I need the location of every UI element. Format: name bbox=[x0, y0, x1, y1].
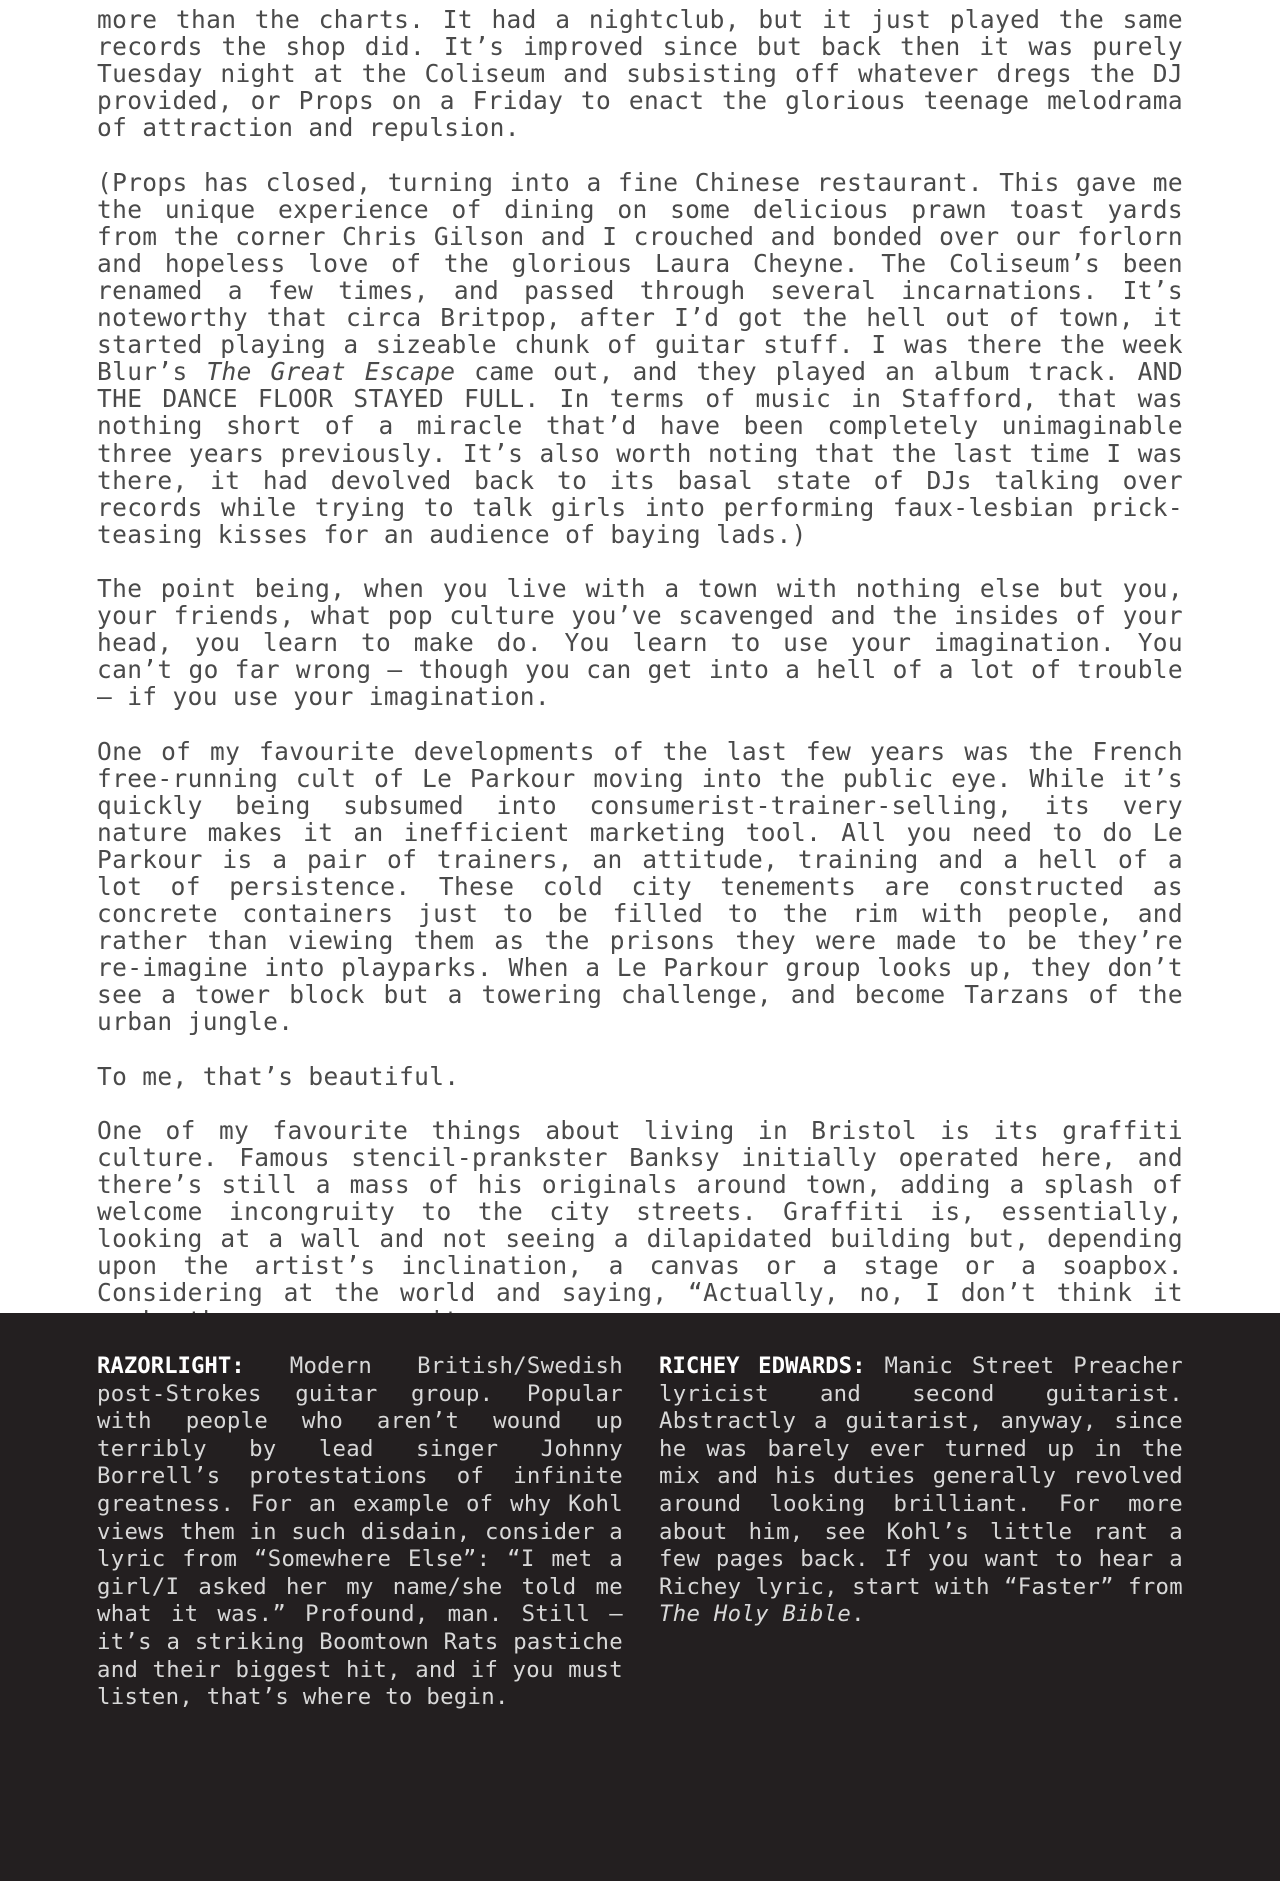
paragraph-imagination: The point being, when you live with a town with nothing else but you, your friends, what pop culture you’ve scavenged and the insides of your head, you learn to make do. You learn to use your imagination. You can’t go far wrong – though you can get into a hell of a lot of trouble – if you use your imagination. bbox=[97, 573, 1183, 712]
album-title-great-escape: The Great Escape bbox=[206, 357, 456, 387]
glossary-definition-end: . bbox=[851, 1601, 865, 1628]
glossary-entry-richey-edwards bbox=[659, 1353, 1183, 1629]
paragraph-nightclub: more than the charts. It had a nightclub, but it just played the same records the shop did. It’s improved since but back then it was purely Tuesday night at the Coliseum and subsisting off whatever dregs the DJ provided, or Props on a Friday to enact the glorious teenage melodrama of attraction and repulsion. bbox=[97, 5, 1183, 143]
album-title-holy-bible: The Holy Bible bbox=[659, 1601, 852, 1628]
glossary-definition-razorlight: Modern British/Swedish post-Strokes guitar group. Popular with people who aren’t wound up terribly by lead singer Johnny Borrell’s protestations of infinite greatness. For an example of why Kohl views them in such disdain, consider a lyric from “Somewhere Else”: “I met a girl/I asked her my name/she told me what it was.” Profound, man. Still – it’s a striking Boomtown Rats pastiche and their biggest hit, and if you must listen, that’s where to begin. bbox=[97, 1353, 623, 1711]
paragraph-le-parkour: One of my favourite developments of the last few years was the French free-running cult of Le Parkour moving into the public eye. While it’s quickly being subsumed into consumerist-trainer-selling, its very nature makes it an inefficient marketing tool. All you need to do Le Parkour is a pair of trainers, an attitude, training and a hell of a lot of persistence. These cold city tenements are constructed as concrete containers just to be filled to the rim with people, and rather than viewing them as the prisons they were made to be they’re re-imagine into playparks. When a Le Parkour group looks up, they don’t see a tower block but a towering challenge, and become Tarzans of the urban jungle. bbox=[97, 736, 1183, 1037]
glossary-definition-richey-edwards: Manic Street Preacher lyricist and second guitarist. Abstractly a guitarist, anyway, since he was barely ever turned up in the mix and his duties generally revolved around looking brilliant. For more about him, see Kohl’s little rant a few pages back. If you want to hear a Richey lyric, start with “Faster” from bbox=[659, 1353, 1183, 1600]
paragraph-props-text-a: (Props has closed, turning into a fine Chinese restaurant. This gave me the unique experience of dining on some delicious prawn toast yards from the corner Chris Gilson and I crouched and bonded over our forlorn and hopeless love of the glorious Laura Cheyne. The Coliseum’s been renamed a few times, and passed through several incarnations. It’s noteworthy that circa Britpop, after I’d got the hell out of town, it started playing a sizeable chunk of guitar stuff. I was there the week Blur’s bbox=[97, 167, 1183, 387]
glossary-term-richey-edwards: RICHEY EDWARDS: bbox=[659, 1353, 866, 1379]
glossary-entry-razorlight bbox=[97, 1353, 623, 1712]
glossary-term-razorlight: RAZORLIGHT: bbox=[97, 1353, 245, 1379]
article-body bbox=[97, 6, 1183, 1312]
paragraph-props-closed bbox=[97, 169, 1183, 548]
paragraph-graffiti: One of my favourite things about living in Bristol is its graffiti culture. Famous stencil-prankster Banksy initially operated here, and there’s still a mass of his originals around town, adding a splash of welcome incongruity to the city streets. Graffiti is, essentially, looking at a wall and not seeing a dilapidated building but, depending upon the artist’s inclination, a canvas or a stage or a soapbox. Considering at the world and saying, “Actually, no, I don’t think it bbox=[97, 1115, 1183, 1308]
glossary-panel bbox=[0, 1313, 1280, 1881]
paragraph-beautiful: To me, that’s beautiful. bbox=[97, 1061, 460, 1091]
paragraph-props-text-b: came out, and they played an album track. AND THE DANCE FLOOR STAYED FULL. In terms of music in Stafford, that was nothing short of a miracle that’d have been completely unimaginable three years previously. It’s also worth noting that the last time I was there, it had devolved back to its basal state of DJs talking over records while trying to talk girls into performing faux-lesbian prick-teasing kisses for an audience of baying lads.) bbox=[97, 357, 1183, 549]
